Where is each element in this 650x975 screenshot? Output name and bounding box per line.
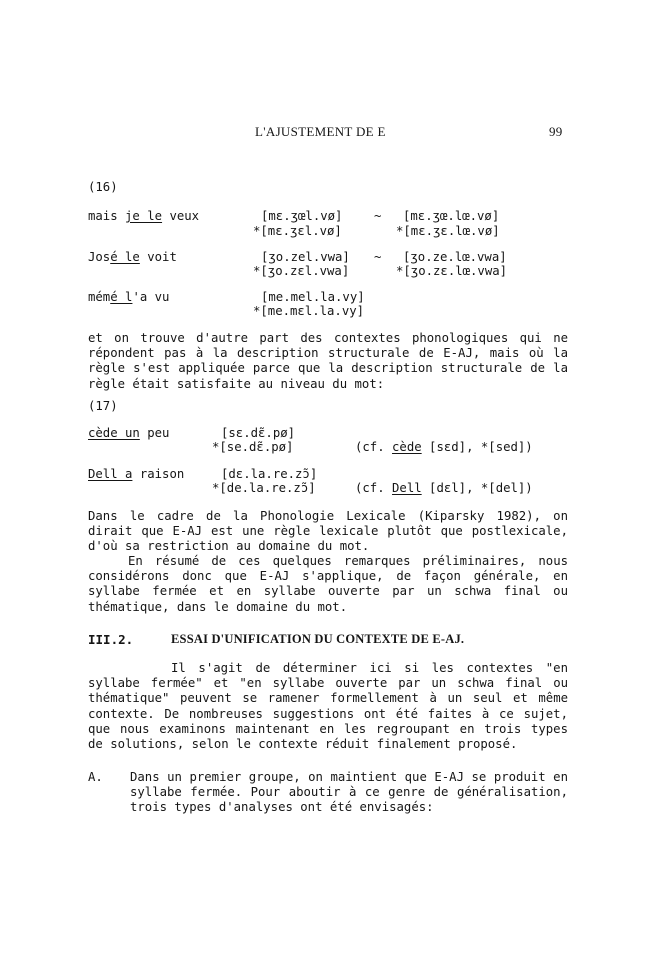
page-number: 99	[549, 124, 563, 139]
example-16-form-3a: [me.mel.la.vy]	[261, 290, 365, 304]
example-17-cf-1: (cf. cède [sɛd], *[sed])	[355, 440, 533, 454]
example-16-bad-3a: *[me.mɛl.la.vy]	[253, 304, 365, 318]
example-16-phrase-3: mémé l'a vu	[88, 290, 170, 304]
example-16-form-2b: [ʒo.ze.lœ.vwa]	[403, 250, 507, 264]
running-title: L'AJUSTEMENT DE E	[255, 124, 386, 139]
example-17-form-1a: [sɛ.dɛ̃.pø]	[221, 426, 296, 440]
example-16-tilde-1: ~	[374, 209, 382, 223]
section-heading: ESSAI D'UNIFICATION DU CONTEXTE DE E-AJ.	[171, 632, 465, 646]
example-17-bad-2a: *[de.la.re.zɔ̃]	[212, 481, 316, 495]
example-17-cf-2: (cf. Dell [dɛl], *[del])	[355, 481, 533, 495]
example-16-label: (16)	[88, 180, 118, 194]
paragraph-4: Il s'agit de déterminer ici si les contextes "en syllabe fermée" et "en syllabe ouverte par un schwa final ou thématique" peuvent se ramener formellement à un seul et même contexte. De nombreuses suggestions ont été faites à ce sujet, que nous examinons maintenant en les regroupant en trois types de solutions, selon le contexte réduit finalement proposé.	[88, 661, 568, 752]
example-16-form-1a: [mɛ.ʒœl.vø]	[261, 209, 343, 223]
example-16-phrase-1: mais je le veux	[88, 209, 200, 223]
list-item-text: Dans un premier groupe, on maintient que E-AJ se produit en syllabe fermée. Pour aboutir à ce genre de généralisation, trois types d'analyses ont été envisagés:	[130, 770, 568, 815]
example-16-bad-2a: *[ʒo.zɛl.vwa]	[253, 264, 350, 278]
example-16-tilde-2: ~	[374, 250, 382, 264]
example-17-bad-1a: *[se.dɛ̃.pø]	[212, 440, 294, 454]
paragraph-1: et on trouve d'autre part des contextes phonologiques qui ne répondent pas à la description structurale de E-AJ, mais où la règle s'est appliquée parce que la description structurale de la règle était satisfaite au niveau du mot:	[88, 331, 568, 391]
example-17-phrase-1: cède un peu	[88, 426, 170, 440]
example-17-form-2a: [dɛ.la.re.zɔ̃]	[221, 467, 318, 481]
paragraph-3: En résumé de ces quelques remarques préliminaires, nous considérons donc que E-AJ s'applique, de façon générale, en syllabe fermée et en syllabe ouverte par un schwa final ou thématique, dans le domaine du mot.	[88, 554, 568, 614]
list-item-label: A.	[88, 770, 103, 784]
example-16-bad-1a: *[mɛ.ʒɛl.vø]	[253, 224, 342, 238]
example-16-form-2a: [ʒo.zel.vwa]	[261, 250, 350, 264]
example-16-form-1b: [mɛ.ʒœ.lœ.vø]	[403, 209, 500, 223]
example-17-label: (17)	[88, 399, 118, 413]
example-16-phrase-2: José le voit	[88, 250, 177, 264]
paragraph-2: Dans le cadre de la Phonologie Lexicale (Kiparsky 1982), on dirait que E-AJ est une règle lexicale plutôt que postlexicale, d'où sa restriction au domaine du mot.	[88, 509, 568, 554]
example-16-bad-1b: *[mɛ.ʒɛ.lœ.vø]	[396, 224, 500, 238]
example-16-bad-2b: *[ʒo.zɛ.lœ.vwa]	[396, 264, 508, 278]
section-number: III.2.	[88, 632, 134, 647]
example-17-phrase-2: Dell a raison	[88, 467, 185, 481]
